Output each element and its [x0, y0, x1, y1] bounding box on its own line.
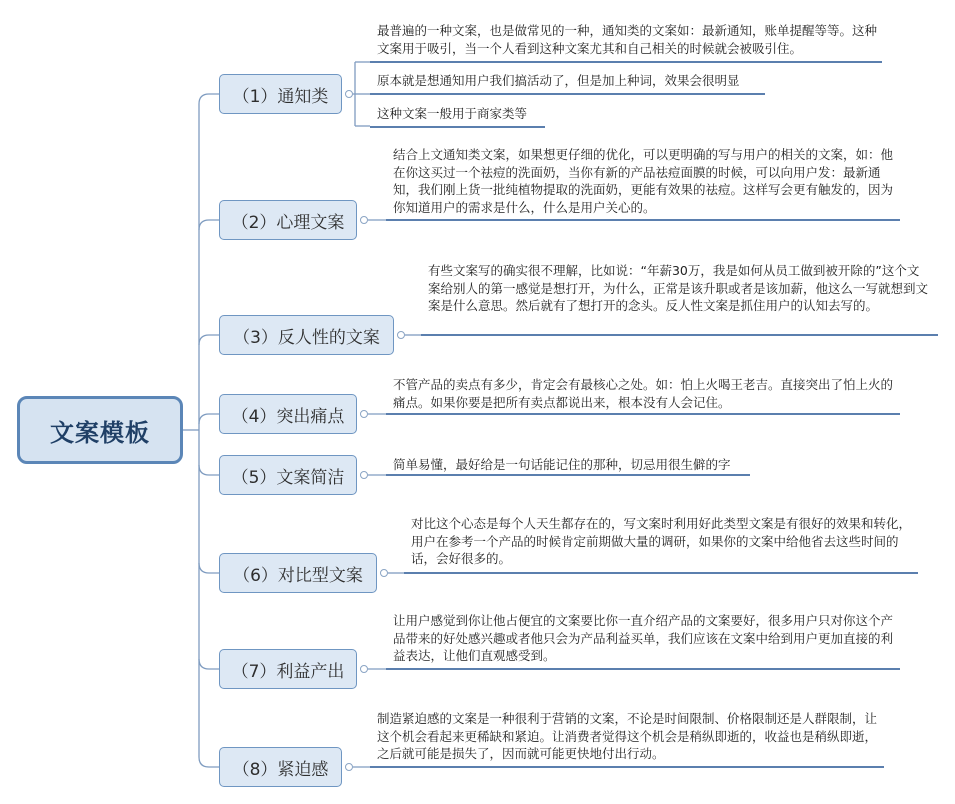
note-underline: [370, 93, 765, 95]
note-underline: [370, 766, 884, 768]
note-pain-point: 不管产品的卖点有多少，肯定会有最核心之处。如：怕上火喝王老吉。直接突出了怕上火的痛点。如果你要是把所有卖点都说出来，根本没有人会记住。: [393, 377, 894, 410]
note-underline: [386, 668, 900, 670]
note-underline: [421, 334, 938, 336]
branch-comparison[interactable]: （6）对比型文案: [219, 553, 377, 593]
note-underline: [386, 413, 900, 415]
branch-notification[interactable]: （1）通知类: [219, 74, 342, 114]
note-urgency: 制造紧迫感的文案是一种很利于营销的文案，不论是时间限制、价格限制还是人群限制，让这个机会看起来更稀缺和紧迫。让消费者觉得这个机会是稍纵即逝的，收益也是稍纵即逝，之后就可能是损失了，因而就可能更快地付出行动。: [377, 711, 878, 761]
collapse-toggle-notification[interactable]: [345, 90, 353, 98]
collapse-toggle-concise[interactable]: [360, 471, 368, 479]
note-underline: [386, 219, 900, 221]
branch-benefit[interactable]: （7）利益产出: [219, 649, 357, 689]
note-notification-2: 原本就是想通知用户我们搞活动了，但是加上种词，效果会很明显: [377, 73, 740, 88]
branch-connector: [199, 414, 219, 424]
note-underline: [370, 126, 545, 128]
collapse-toggle-urgency[interactable]: [345, 763, 353, 771]
note-underline: [404, 572, 918, 574]
branch-connector: [199, 335, 219, 345]
note-benefit: 让用户感觉到你让他占便宜的文案要比你一直介绍产品的文案要好，很多用户只对你这个产品带来的好处感兴趣或者他只会为产品利益买单，我们应该在文案中给到用户更加直接的利益表达，让他们直观感受到。: [393, 613, 894, 663]
note-notification-3: 这种文案一般用于商家类等: [377, 106, 528, 121]
branch-psychology[interactable]: （2）心理文案: [219, 200, 357, 240]
branch-connector: [199, 94, 219, 104]
branch-connector: [199, 220, 219, 230]
branch-pain-point[interactable]: （4）突出痛点: [219, 394, 357, 434]
note-psychology: 结合上文通知类文案，如果想更仔细的优化，可以更明确的写与用户的相关的文案，如：他在你这买过一个祛痘的洗面奶，当你有新的产品祛痘面膜的时候，可以向用户发：最新通知，我们刚上货一批纯植物提取的洗面奶，更能有效果的祛痘。这样写会更有触发的，因为你知道用户的需求是什么，什么是用户关心的。: [393, 147, 894, 215]
branch-concise[interactable]: （5）文案简洁: [219, 455, 357, 495]
root-topic[interactable]: 文案模板: [17, 396, 183, 464]
branch-connector: [199, 659, 219, 669]
collapse-toggle-psychology[interactable]: [360, 216, 368, 224]
branch-connector: [199, 757, 219, 767]
note-notification-1: 最普遍的一种文案，也是做常见的一种，通知类的文案如：最新通知，账单提醒等等。这种文案用于吸引，当一个人看到这种文案尤其和自己相关的时候就会被吸引住。: [377, 23, 878, 56]
note-underline: [386, 474, 750, 476]
collapse-toggle-counter-intuitive[interactable]: [397, 331, 405, 339]
note-underline: [370, 61, 882, 63]
branch-urgency[interactable]: （8）紧迫感: [219, 747, 342, 787]
note-concise: 简单易懂，最好给是一句话能记住的那种，切忌用很生僻的字: [393, 457, 731, 472]
collapse-toggle-benefit[interactable]: [360, 665, 368, 673]
branch-counter-intuitive[interactable]: （3）反人性的文案: [219, 315, 394, 355]
collapse-toggle-comparison[interactable]: [380, 569, 388, 577]
note-counter-intuitive: 有些文案写的确实很不理解，比如说：“年薪30万，我是如何从员工做到被开除的”这个文案给别人的第一感觉是想打开，为什么，正常是该升职或者是该加薪，他这么一写就想到文案是什么意思。然后就有了想打开的念头。反人性文案是抓住用户的认知去写的。: [428, 263, 929, 313]
branch-connector: [199, 465, 219, 475]
branch-connector: [199, 563, 219, 573]
collapse-toggle-pain-point[interactable]: [360, 410, 368, 418]
note-comparison: 对比这个心态是每个人天生都存在的，写文案时利用好此类型文案是有很好的效果和转化，用户在参考一个产品的时候肯定前期做大量的调研，如果你的文案中给他省去这些时间的话，会好很多的。: [411, 516, 912, 566]
